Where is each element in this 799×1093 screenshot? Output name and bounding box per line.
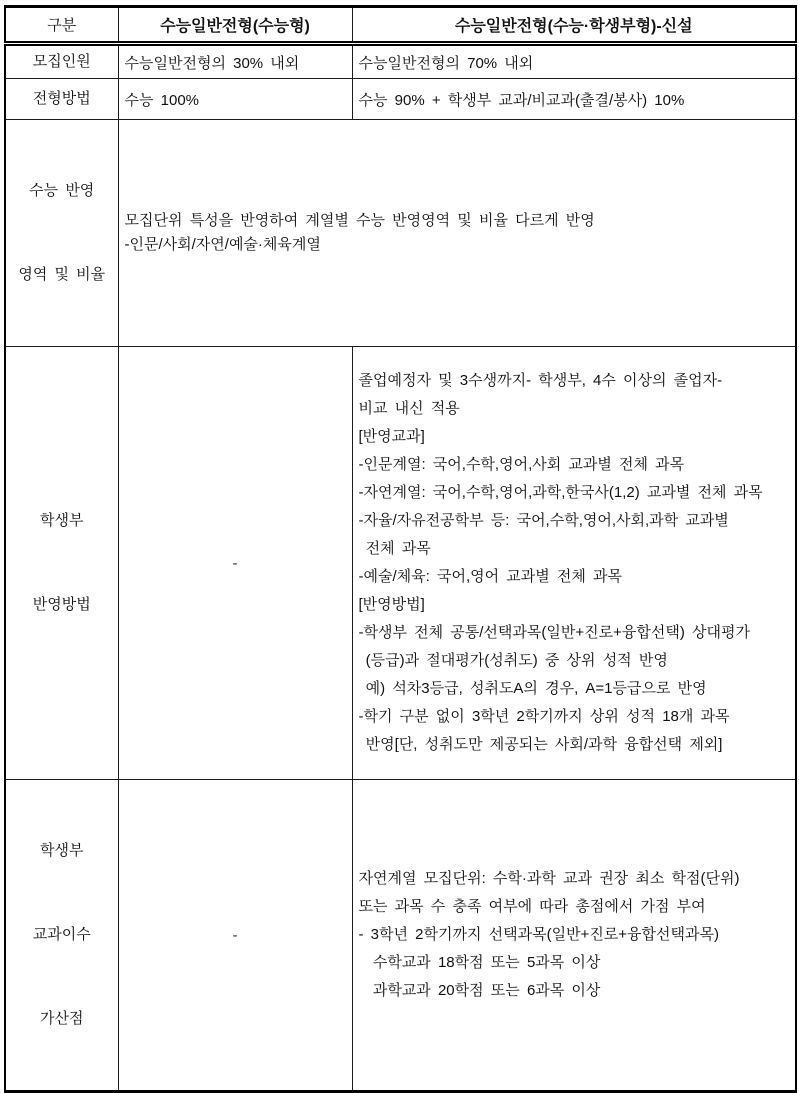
cell-record-method-csat-type-dash: - xyxy=(118,347,352,780)
row-recruitment-quota xyxy=(5,44,796,79)
cell-csat-areas-merged xyxy=(118,120,796,347)
label-line: 학생부 xyxy=(40,512,84,529)
text-line: 수학교과 18학점 또는 5과목 이상 xyxy=(358,954,601,971)
text-line: 모집단위 특성을 반영하여 계열별 수능 반영영역 및 비율 다르게 반영 xyxy=(124,212,595,229)
row-label-school-record-bonus xyxy=(5,780,118,1092)
row-label-selection-method: 전형방법 xyxy=(5,79,118,120)
text-line: -인문계열: 국어,수학,영어,사회 교과별 전체 과목 xyxy=(358,456,685,473)
cell-record-bonus-new-type xyxy=(352,780,796,1092)
text-line: 과학교과 20학점 또는 6과목 이상 xyxy=(358,982,601,999)
text-line: 반영[단, 성취도만 제공되는 사회/과학 융합선택 제외] xyxy=(358,736,723,753)
label-line: 가산점 xyxy=(40,1010,84,1027)
admission-comparison-table xyxy=(4,5,797,1093)
header-category: 구분 xyxy=(5,7,118,44)
cell-method-csat-type: 수능 100% xyxy=(118,79,352,120)
label-line: 수능 반영 xyxy=(29,182,95,199)
row-selection-method xyxy=(5,79,796,120)
label-line: 영역 및 비율 xyxy=(18,266,106,283)
text-line: 또는 과목 수 충족 여부에 따라 총점에서 가점 부여 xyxy=(358,898,706,915)
row-label-csat-areas-ratio xyxy=(5,120,118,347)
text-line: -인문/사회/자연/예술·체육계열 xyxy=(124,236,321,253)
text-line: 전체 과목 xyxy=(358,540,431,557)
text-line: - 3학년 2학기까지 선택과목(일반+진로+융합선택과목) xyxy=(358,926,719,943)
header-row xyxy=(5,7,796,44)
cell-quota-new-type: 수능일반전형의 70% 내외 xyxy=(352,44,796,79)
text-line: -예술/체육: 국어,영어 교과별 전체 과목 xyxy=(358,568,623,585)
text-line: 비교 내신 적용 xyxy=(358,400,460,417)
label-line: 반영방법 xyxy=(32,596,91,613)
header-csat-record-type-new: 수능일반전형(수능·학생부형)-신설 xyxy=(352,7,796,44)
text-line: -학생부 전체 공통/선택과목(일반+진로+융합선택) 상대평가 xyxy=(358,624,750,641)
text-line: 자연계열 모집단위: 수학·과학 교과 권장 최소 학점(단위) xyxy=(358,870,740,887)
text-line: -학기 구분 없이 3학년 2학기까지 상위 성적 18개 과목 xyxy=(358,708,730,725)
row-csat-areas-ratio xyxy=(5,120,796,347)
cell-record-method-new-type xyxy=(352,347,796,780)
label-line: 학생부 xyxy=(40,842,84,859)
text-line: -자연계열: 국어,수학,영어,과학,한국사(1,2) 교과별 전체 과목 xyxy=(358,484,763,501)
text-line: (등급)과 절대평가(성취도) 중 상위 성적 반영 xyxy=(358,652,668,669)
cell-quota-csat-type: 수능일반전형의 30% 내외 xyxy=(118,44,352,79)
text-line: 졸업예정자 및 3수생까지- 학생부, 4수 이상의 졸업자- xyxy=(358,372,723,389)
text-line: 예) 석차3등급, 성취도A의 경우, A=1등급으로 반영 xyxy=(358,680,707,697)
text-line: [반영교과] xyxy=(358,428,425,445)
row-school-record-method xyxy=(5,347,796,780)
label-line: 교과이수 xyxy=(32,926,91,943)
cell-method-new-type: 수능 90% + 학생부 교과/비교과(출결/봉사) 10% xyxy=(352,79,796,120)
text-line: -자율/자유전공학부 등: 국어,수학,영어,사회,과학 교과별 xyxy=(358,512,729,529)
text-line: [반영방법] xyxy=(358,596,425,613)
cell-record-bonus-csat-type-dash: - xyxy=(118,780,352,1092)
row-label-school-record-method xyxy=(5,347,118,780)
row-school-record-bonus xyxy=(5,780,796,1092)
header-csat-type: 수능일반전형(수능형) xyxy=(118,7,352,44)
row-label-recruitment-quota: 모집인원 xyxy=(5,44,118,79)
